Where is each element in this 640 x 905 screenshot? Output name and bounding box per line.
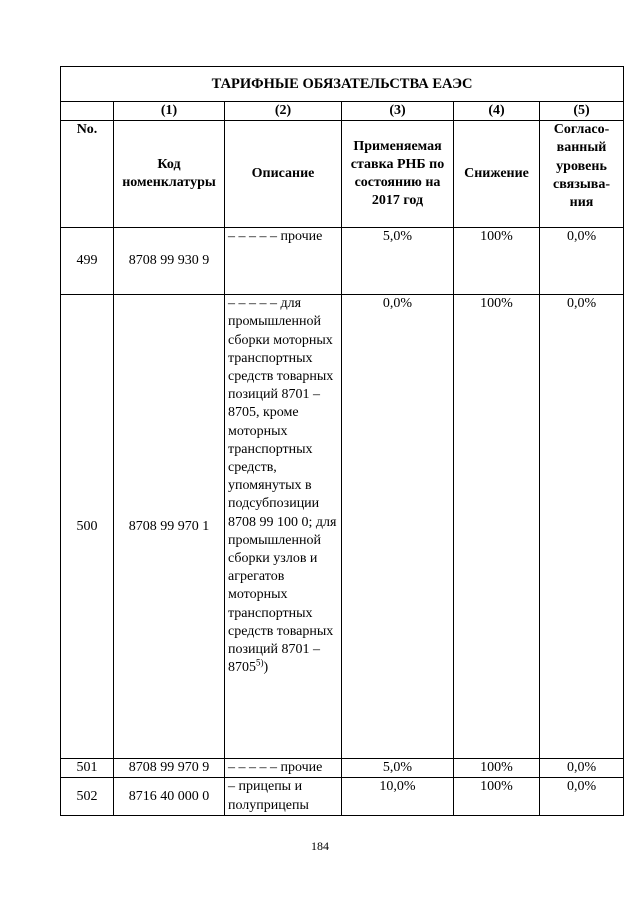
row-code: 8708 99 970 1 <box>114 295 225 759</box>
row-no: 499 <box>61 228 114 295</box>
header-description: Описание <box>225 121 342 228</box>
row-description-text: – – – – – для промышленной сборки моторных транспортных средств товарных позиций 8701 – 8705, кроме моторных транспортных средств, упомянутых в подсубпозиции 8708 99 100 0; для промышленной сборки узлов и агрегатов моторных транспортных средств товарных позиций 8701 – 8705 <box>228 296 337 676</box>
row-no: 502 <box>61 778 114 815</box>
header-bound-level: Согласо-ванный уровень связыва-ния <box>540 121 624 228</box>
page-number: 184 <box>311 839 329 853</box>
column-number-blank <box>61 102 114 121</box>
header-no: No. <box>61 121 114 228</box>
column-number-5: (5) <box>540 102 624 121</box>
table-row <box>61 228 624 295</box>
row-description: – прицепы и полуприцепы <box>225 778 342 815</box>
row-description-closing: ) <box>263 660 269 676</box>
header-code: Код номенклатуры <box>114 121 225 228</box>
row-reduction: 100% <box>454 295 540 759</box>
row-reduction: 100% <box>454 778 540 815</box>
row-bound: 0,0% <box>540 228 624 295</box>
table-row <box>61 778 624 815</box>
column-number-4: (4) <box>454 102 540 121</box>
column-number-row <box>61 102 624 121</box>
footnote-marker: 5) <box>256 657 264 668</box>
row-no: 501 <box>61 759 114 778</box>
row-rate: 5,0% <box>342 759 454 778</box>
row-rate: 0,0% <box>342 295 454 759</box>
row-rate: 10,0% <box>342 778 454 815</box>
row-description <box>225 295 342 759</box>
row-rate: 5,0% <box>342 228 454 295</box>
row-reduction: 100% <box>454 759 540 778</box>
table-row <box>61 295 624 759</box>
row-description: – – – – – прочие <box>225 759 342 778</box>
row-code: 8708 99 970 9 <box>114 759 225 778</box>
title-row <box>61 67 624 102</box>
table-title: ТАРИФНЫЕ ОБЯЗАТЕЛЬСТВА ЕАЭС <box>61 67 624 102</box>
row-reduction: 100% <box>454 228 540 295</box>
row-code: 8716 40 000 0 <box>114 778 225 815</box>
row-bound: 0,0% <box>540 295 624 759</box>
row-code: 8708 99 930 9 <box>114 228 225 295</box>
row-description: – – – – – прочие <box>225 228 342 295</box>
row-bound: 0,0% <box>540 759 624 778</box>
row-bound: 0,0% <box>540 778 624 815</box>
column-number-1: (1) <box>114 102 225 121</box>
header-row <box>61 121 624 228</box>
table-row <box>61 759 624 778</box>
row-no: 500 <box>61 295 114 759</box>
header-reduction: Снижение <box>454 121 540 228</box>
column-number-2: (2) <box>225 102 342 121</box>
column-number-3: (3) <box>342 102 454 121</box>
header-applied-rate: Применяемая ставка РНБ по состоянию на 2017 год <box>342 121 454 228</box>
tariff-table <box>60 66 624 816</box>
